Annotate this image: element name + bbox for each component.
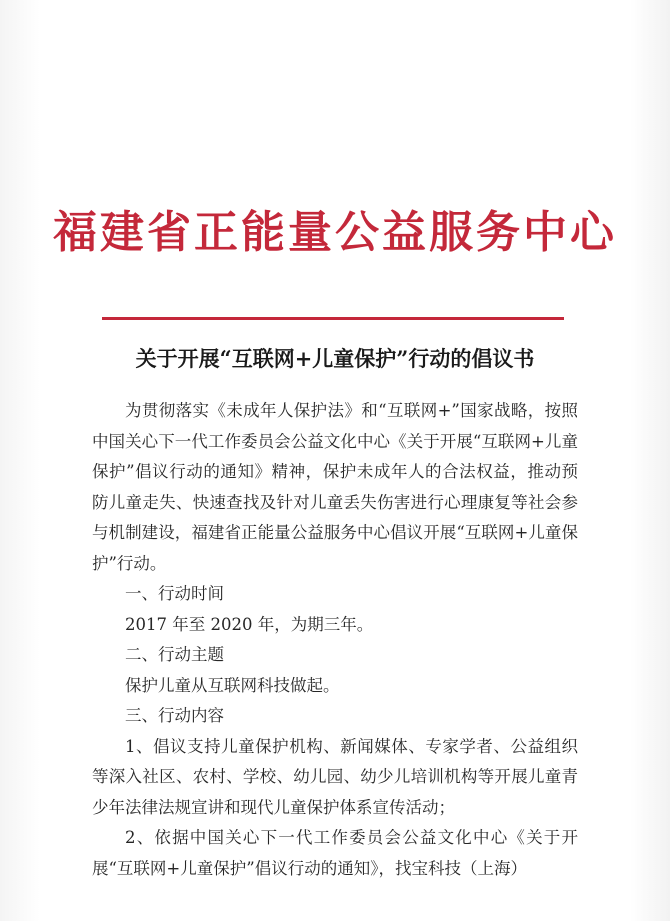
section-heading-theme: 二、行动主题 [125,645,224,664]
red-divider [102,317,564,320]
document-body [92,396,578,884]
letterhead-organization: 福建省正能量公益服务中心 [53,207,617,258]
section-heading-content: 三、行动内容 [125,706,224,725]
section-heading-time: 一、行动时间 [125,584,224,603]
paragraph-content-2: 2、依据中国关心下一代工作委员会公益文化中心《关于开展“互联网+儿童保护”倡议行动的通知》，找宝科技（上海） [92,828,578,878]
paragraph-theme: 保护儿童从互联网科技做起。 [125,675,340,695]
paragraph-content-1: 1、倡议支持儿童保护机构、新闻媒体、专家学者、公益组织等深入社区、农村、学校、幼儿园、幼少儿培训机构等开展儿童青少年法律法规宣讲和现代儿童保护体系宣传活动； [92,736,578,817]
paragraph-intro: 为贯彻落实《未成年人保护法》和“互联网+”国家战略，按照中国关心下一代工作委员会公益文化中心《关于开展“互联网+儿童保护”倡议行动的通知》精神，保护未成年人的合法权益，推动预防儿童走失、快速查找及针对儿童丢失伤害进行心理康复等社会参与机制建设，福建省正能量公益服务中心倡议开展“互联网+儿童保护”行动。 [92,401,578,573]
paragraph-time: 2017 年至 2020 年，为期三年。 [125,614,374,634]
document-title: 关于开展“互联网+儿童保护”行动的倡议书 [135,346,535,371]
